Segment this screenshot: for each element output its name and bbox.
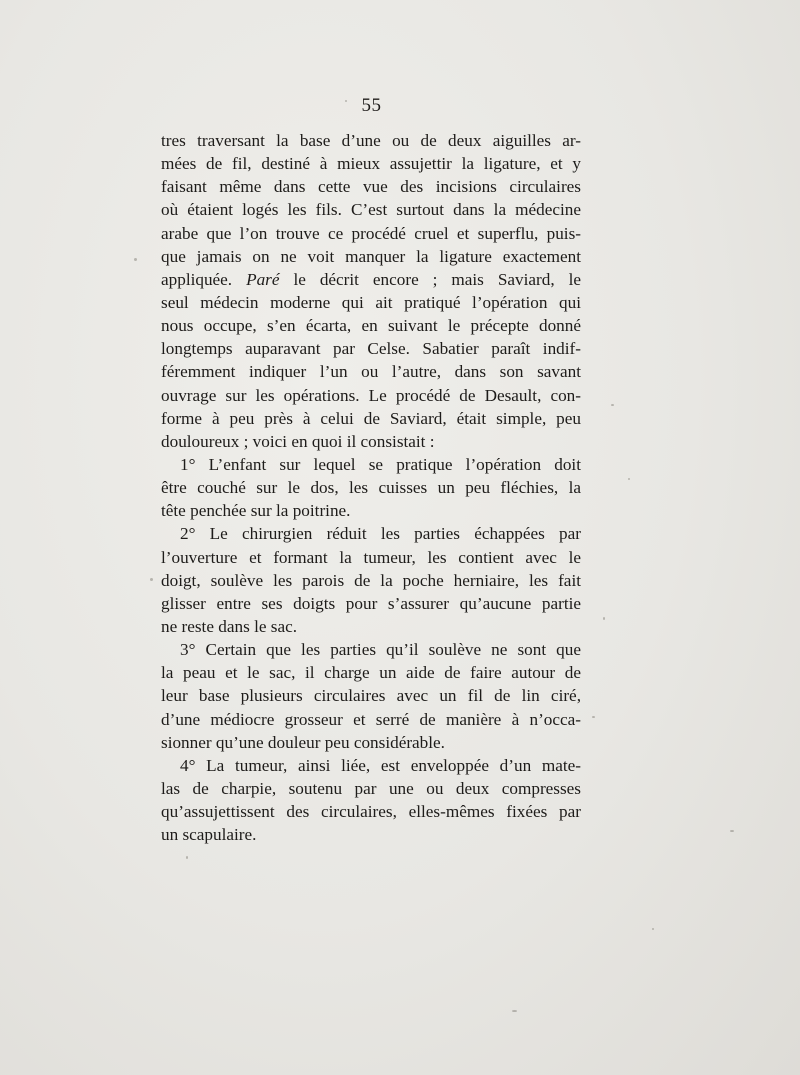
paper-speck	[345, 100, 347, 102]
body-text	[161, 129, 581, 846]
text-line: doigt, soulève les parois de la poche herniaire, les fait	[161, 570, 581, 590]
paper-speck	[730, 830, 734, 832]
text-line: nous occupe, s’en écarta, en suivant le précepte donné	[161, 316, 581, 336]
text-line: la peau et le sac, il charge un aide de faire autour de	[161, 663, 581, 683]
paper-speck	[611, 404, 614, 406]
text-line: qu’assujettissent des circulaires, elles-mêmes fixées par	[161, 802, 581, 822]
paper-speck	[603, 617, 605, 620]
text-line: forme à peu près à celui de Saviard, était simple, peu	[161, 408, 581, 428]
text-line: douloureux ; voici en quoi il consistait :	[161, 431, 435, 451]
text-line-pare	[161, 268, 581, 291]
text-line: l’ouverture et formant la tumeur, les contient avec le	[161, 547, 581, 567]
paper-speck	[652, 928, 654, 930]
text-fragment: appliquée.	[161, 269, 247, 289]
text-line: arabe que l’on trouve ce procédé cruel et superflu, puis-	[161, 223, 581, 243]
text-line: leur base plusieurs circulaires avec un fil de lin ciré,	[161, 686, 581, 706]
page-number: 55	[361, 95, 382, 116]
text-line: longtemps auparavant par Celse. Sabatier paraît indif-	[161, 339, 581, 359]
text-line: glisser entre ses doigts pour s’assurer qu’aucune partie	[161, 593, 581, 613]
text-line: que jamais on ne voit manquer la ligature exactement	[161, 246, 581, 266]
text-line: las de charpie, soutenu par une ou deux compresses	[161, 778, 581, 798]
text-line-item-1: 1° L’enfant sur lequel se pratique l’opération doit	[180, 454, 581, 474]
text-line: être couché sur le dos, les cuisses un peu fléchies, la	[161, 478, 581, 498]
paper-speck	[186, 856, 188, 859]
text-line: ouvrage sur les opérations. Le procédé de Desault, con-	[161, 385, 581, 405]
text-line: où étaient logés les fils. C’est surtout dans la médecine	[161, 200, 581, 220]
paper-speck	[512, 1010, 517, 1012]
paper-speck	[134, 258, 137, 261]
text-fragment: le décrit encore ; mais Saviard, le	[279, 269, 581, 289]
text-line: féremment indiquer l’un ou l’autre, dans son savant	[161, 362, 581, 382]
paper-speck	[150, 578, 153, 581]
text-line: seul médecin moderne qui ait pratiqué l’opération qui	[161, 292, 581, 312]
text-line-item-2: 2° Le chirurgien réduit les parties échappées par	[180, 524, 581, 544]
text-line: sionner qu’une douleur peu considérable.	[161, 732, 445, 752]
text-line: ne reste dans le sac.	[161, 616, 298, 636]
paper-speck	[628, 478, 630, 480]
text-line: faisant même dans cette vue des incisions circulaires	[161, 177, 581, 197]
text-line: d’une médiocre grosseur et serré de manière à n’occa-	[161, 709, 581, 729]
italic-name-pare: Paré	[246, 269, 280, 289]
paper-speck	[592, 716, 595, 718]
text-line-item-4: 4° La tumeur, ainsi liée, est enveloppée d’un mate-	[180, 755, 581, 775]
text-line: mées de fil, destiné à mieux assujettir la ligature, et y	[161, 154, 581, 174]
text-line: tête penchée sur la poitrine.	[161, 501, 351, 521]
text-line-item-3: 3° Certain que les parties qu’il soulève ne sont que	[180, 640, 581, 660]
text-line: tres traversant la base d’une ou de deux aiguilles ar-	[161, 131, 581, 150]
text-line: un scapulaire.	[161, 825, 257, 845]
